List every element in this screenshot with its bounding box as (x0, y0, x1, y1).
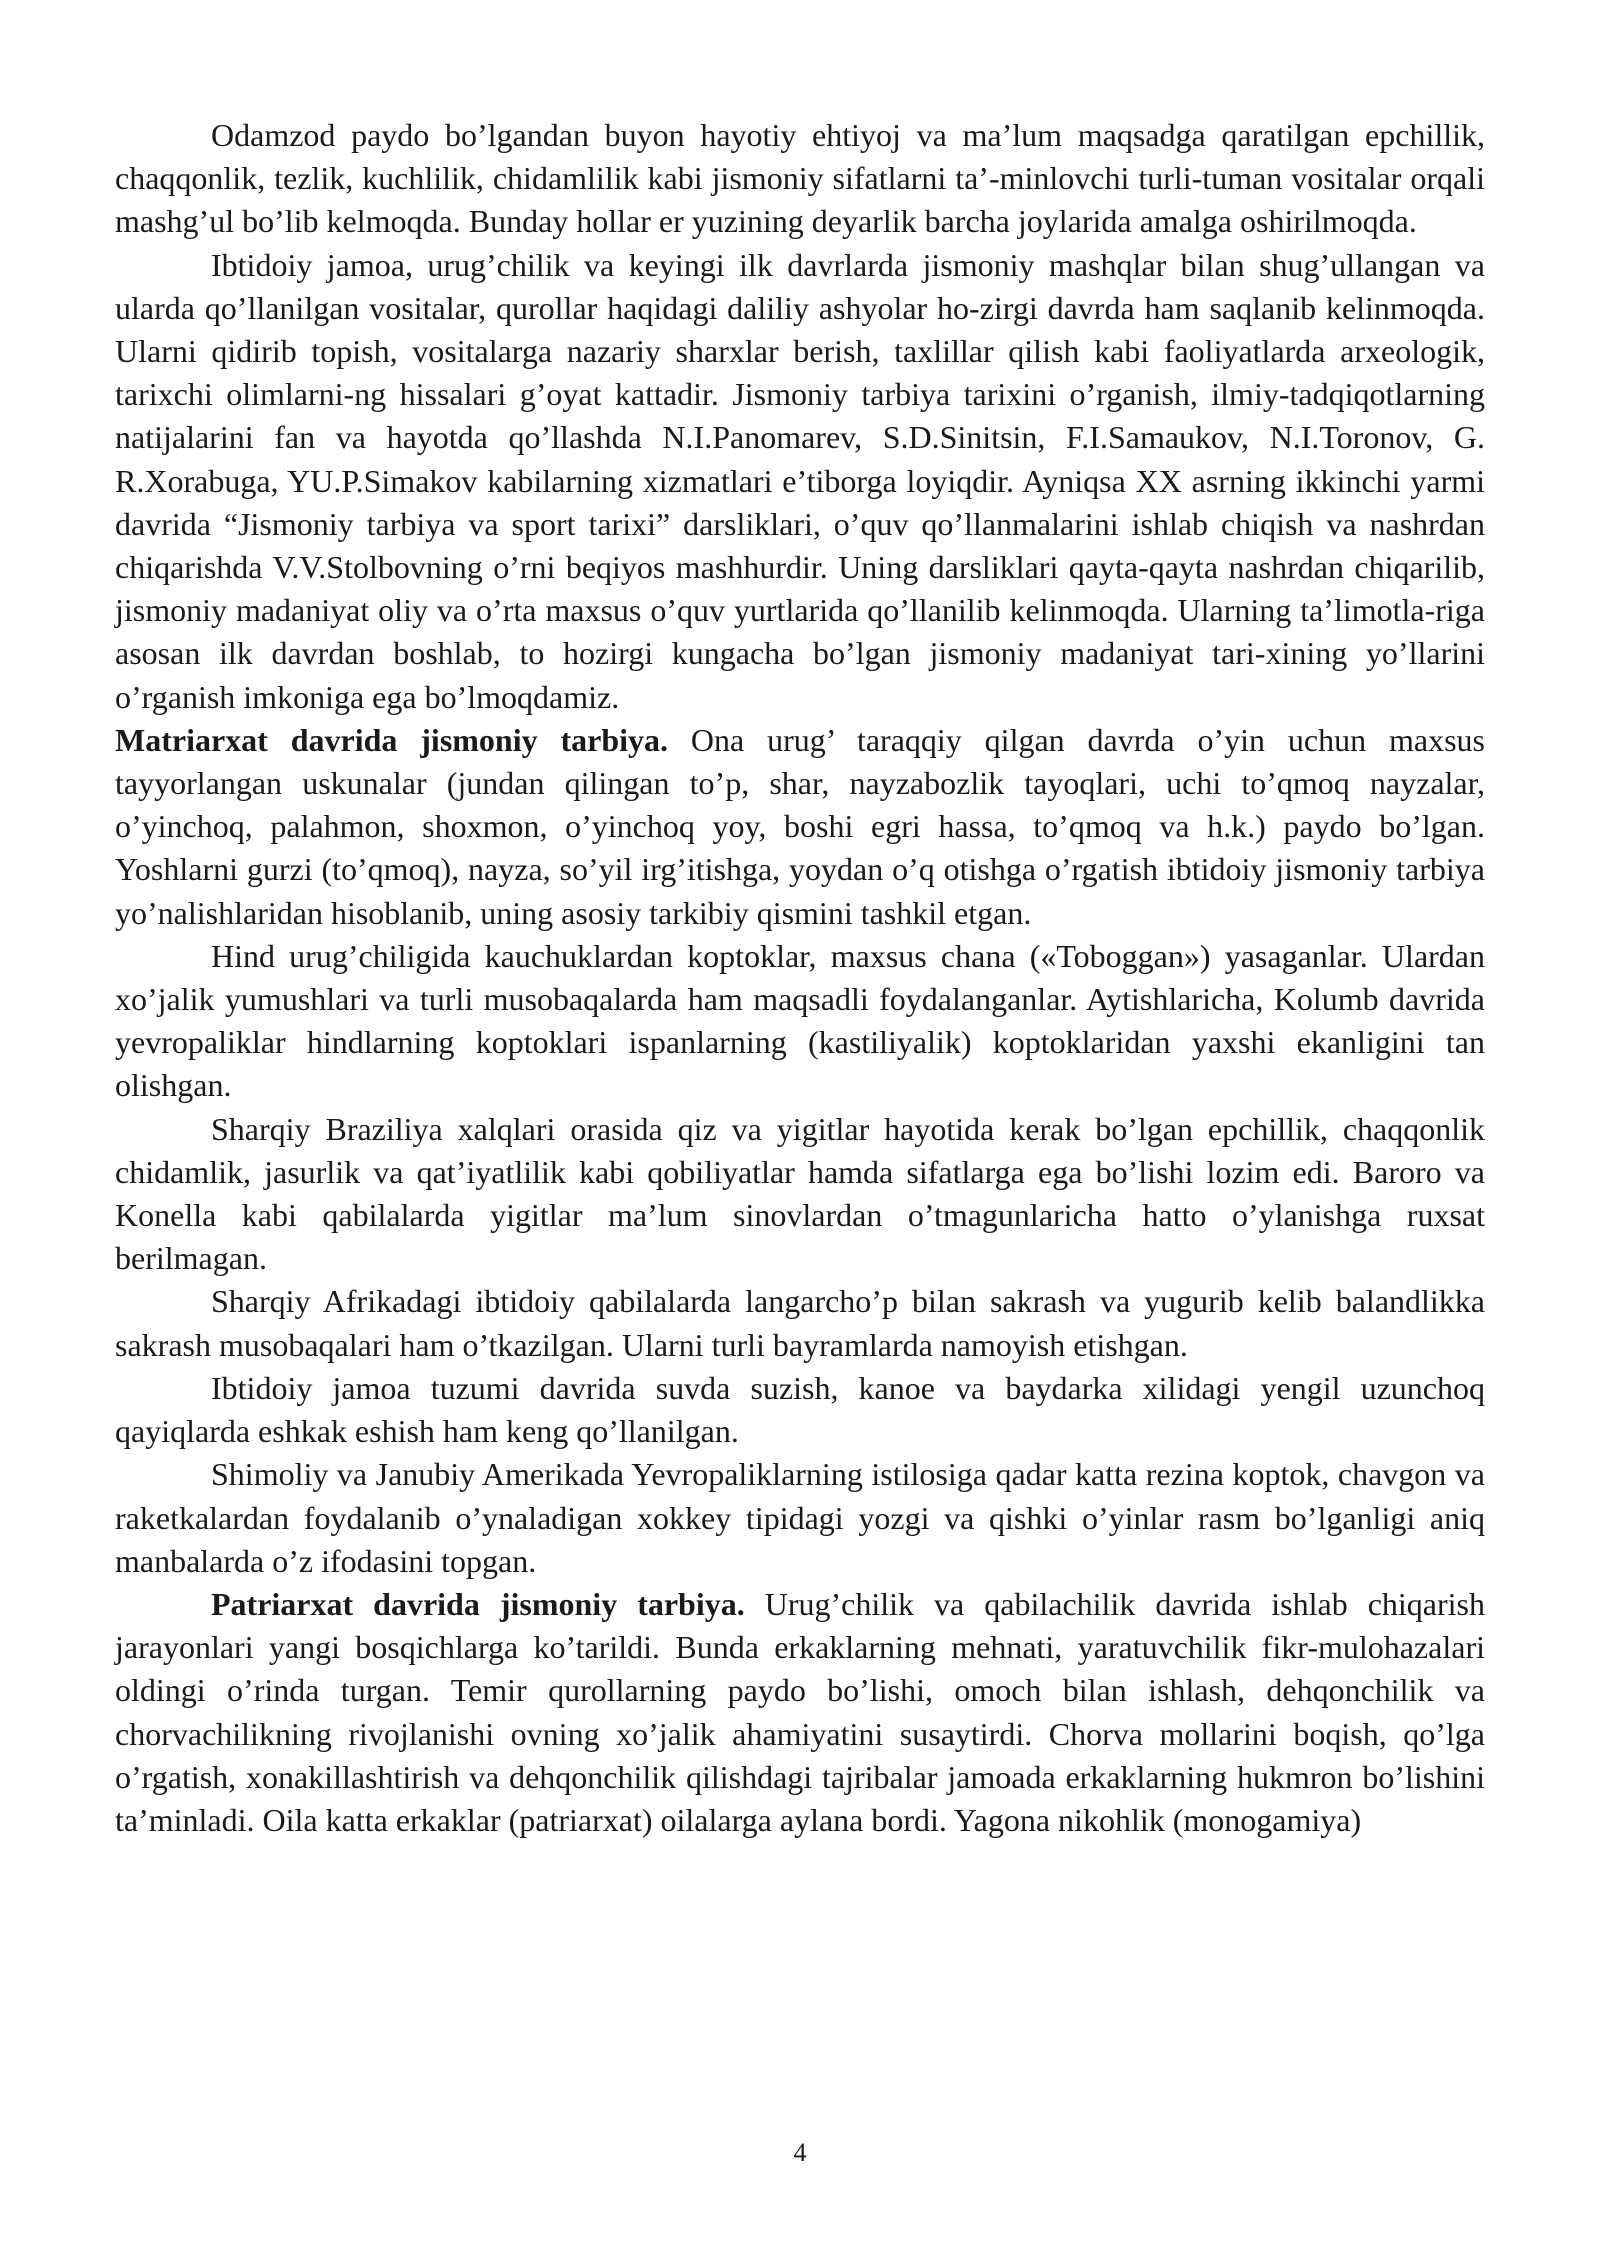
paragraph-text: Odamzod paydo bo’lgandan buyon hayotiy ehtiyoj va ma’lum maqsadga qaratilgan epchillik, chaqqonlik, tezlik, kuchlilik, chidamlilik kabi jismoniy sifatlarni ta’-minlovchi turli-tuman vositalar orqali mashg’ul bo’lib kelmoqda. Bunday hollar er yuzining deyarlik barcha joylarida amalga oshirilmoqda. (115, 117, 1485, 240)
section-heading-patriarxat: Patriarxat davrida jismoniy tarbiya. (211, 1585, 745, 1622)
paragraph-text: Hind urug’chiligida kauchuklardan koptoklar, maxsus chana («Toboggan») yasaganlar. Ulardan xo’jalik yumushlari va turli musobaqalarda ham maqsadli foydalanganlar. Aytishlaricha, Kolumb davrida yevropaliklar hindlarning koptoklari ispanlarning (kastiliyalik) koptoklaridan yaxshi ekanligini tan olishgan. (115, 937, 1485, 1104)
paragraph-text: Sharqiy Braziliya xalqlari orasida qiz va yigitlar hayotida kerak bo’lgan epchillik, chaqqonlik chidamlik, jasurlik va qat’iyatlilik kabi qobiliyatlar hamda sifatlarga ega bo’lishi lozim edi. Baroro va Konella kabi qabilalarda yigitlar ma’lum sinovlardan o’tmagunlaricha hatto o’ylanishga ruxsat berilmagan. (115, 1110, 1485, 1277)
paragraph-text: Ibtidoiy jamoa, urug’chilik va keyingi ilk davrlarda jismoniy mashqlar bilan shug’ullangan va ularda qo’llanilgan vositalar, qurollar haqidagi daliliy ashyolar ho-zirgi davrda ham saqlanib kelinmoqda. Ularni qidirib topish, vositalarga nazariy sharxlar berish, taxlillar qilish kabi faoliyatlarda arxeologik, tarixchi olimlarni-ng hissalari g’oyat kattadir. Jismoniy tarbiya tarixini o’rganish, ilmiy-tadqiqotlarning natijalarini fan va hayotda qo’llashda N.I.Panomarev, S.D.Sinitsin, F.I.Samaukov, N.I.Toronov, G. R.Xorabuga, YU.P.Simakov kabilarning xizmatlari e’tiborga loyiqdir. Ayniqsa XX asrning ikkinchi yarmi davrida “Jismoniy tarbiya va sport tarixi” darsliklari, o’quv qo’llanmalarini ishlab chiqish va nashrdan chiqarishda V.V.Stolbovning o’rni beqiyos mashhurdir. Uning darsliklari qayta-qayta nashrdan chiqarilib, jismoniy madaniyat oliy va o’rta maxsus o’quv yurtlarida qo’llanilib kelinmoqda. Ularning ta’limotla-riga asosan ilk davrdan boshlab, to hozirgi kungacha bo’lgan jismoniy madaniyat tari-xining yo’llarini o’rganish imkoniga ega bo’lmoqdamiz. (115, 246, 1485, 715)
paragraph-2 (115, 244, 1485, 719)
page-body (115, 114, 1485, 1842)
paragraph-text: Ona urug’ taraqqiy qilgan davrda o’yin uchun maxsus tayyorlangan uskunalar (jundan qilingan to’p, shar, nayzabozlik tayoqlari, uchi to’qmoq nayzalar, o’yinchoq, palahmon, shoxmon, o’yinchoq yoy, boshi egri hassa, to’qmoq va h.k.) paydo bo’lgan. Yoshlarni gurzi (to’qmoq), nayza, so’yil irg’itishga, yoydan o’q otishga o’rgatish ibtidoiy jismoniy tarbiya yo’nalishlaridan hisoblanib, uning asosiy tarkibiy qismini tashkil etgan. (115, 721, 1486, 931)
paragraph-8 (115, 1453, 1485, 1583)
paragraph-text: Shimoliy va Janubiy Amerikada Yevropaliklarning istilosiga qadar katta rezina koptok, chavgon va raketkalardan foydalanib o’ynaladigan xokkey tipidagi yozgi va qishki o’yinlar rasm bo’lganligi aniq manbalarda o’z ifodasini topgan. (115, 1456, 1485, 1579)
paragraph-text: Ibtidoiy jamoa tuzumi davrida suvda suzish, kanoe va baydarka xilidagi yengil uzunchoq qayiqlarda eshkak eshish ham keng qo’llanilgan. (115, 1369, 1485, 1450)
page-number: 4 (793, 2138, 807, 2167)
paragraph-5 (115, 1108, 1485, 1281)
paragraph-text: Sharqiy Afrikadagi ibtidoiy qabilalarda langarcho’p bilan sakrash va yugurib kelib balandlikka sakrash musobaqalari ham o’tkazilgan. Ularni turli bayramlarda namoyish etishgan. (115, 1283, 1485, 1363)
paragraph-9 (115, 1583, 1485, 1842)
paragraph-3 (115, 719, 1485, 935)
paragraph-text: Urug’chilik va qabilachilik davrida ishlab chiqarish jarayonlari yangi bosqichlarga ko’tarildi. Bunda erkaklarning mehnati, yaratuvchilik fikr-mulohazalari oldingi o’rinda turgan. Temir qurollarning paydo bo’lishi, omoch bilan ishlash, dehqonchilik va chorvachilikning rivojlanishi ovning xo’jalik ahamiyatini susaytirdi. Chorva mollarini boqish, qo’lga o’rgatish, xonakillashtirish va dehqonchilik qilishdagi tajribalar jamoada erkaklarning hukmron bo’lishini ta’minladi. Oila katta erkaklar (patriarxat) oilalarga aylana bordi. Yagona nikohlik (monogamiya) (115, 1585, 1486, 1838)
paragraph-6 (115, 1280, 1485, 1366)
section-heading-matriarxat: Matriarxat davrida jismoniy tarbiya. (115, 721, 669, 758)
paragraph-7 (115, 1367, 1485, 1453)
paragraph-1 (115, 114, 1485, 244)
paragraph-4 (115, 935, 1485, 1108)
